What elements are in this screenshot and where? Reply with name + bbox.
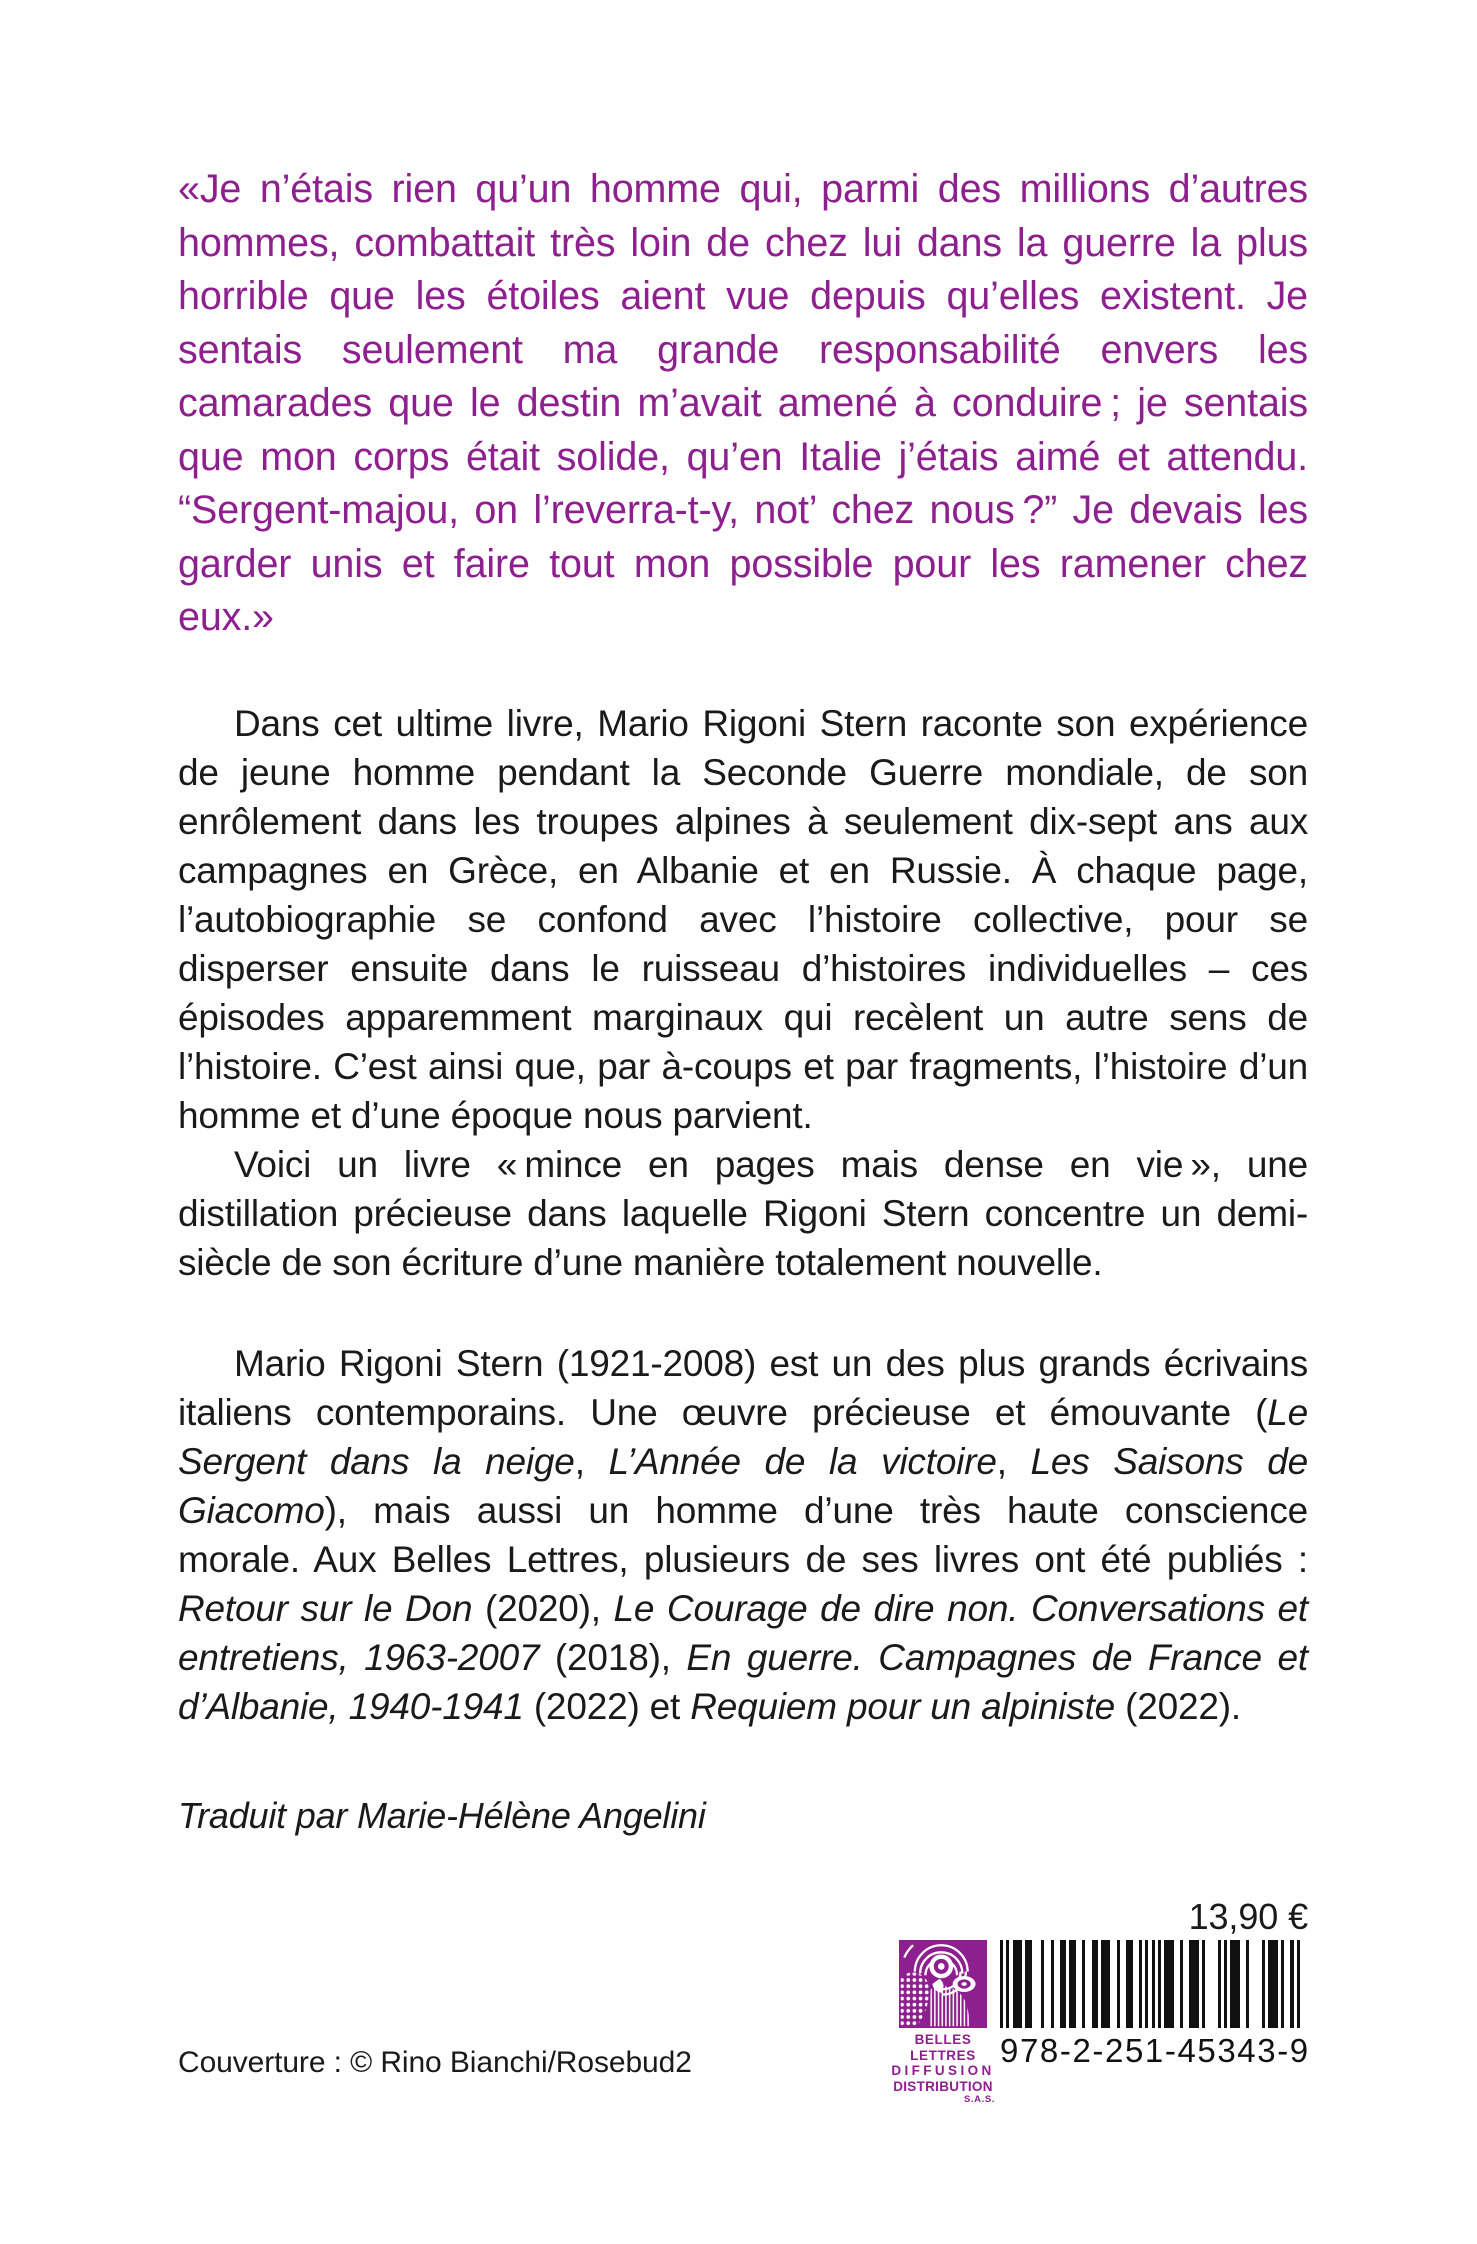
bio-separator-1: , (574, 1440, 609, 1482)
text-column (178, 0, 1308, 1939)
publisher-logo (889, 1940, 997, 2106)
bio-separator-2: , (996, 1440, 1031, 1482)
author-bio (178, 1287, 1308, 1731)
blurb-paragraph-2-text: Voici un livre « mince en pages mais dense en vie », une distillation précieuse dans laquelle Rigoni Stern concentre un demi-siècle de son écriture d’une manière totalement nouvelle. (178, 1143, 1308, 1283)
book-year-5: (2018), (539, 1636, 687, 1678)
bio-text-part-2: ), mais aussi un homme d’une très haute conscience morale. Aux Belles Lettres, plusieurs de ses livres ont été publiés : (178, 1489, 1308, 1580)
publisher-line-2: DIFFUSION (891, 2063, 995, 2078)
barcode-bars (1000, 1940, 1300, 2028)
owl-logo-icon (899, 1940, 987, 2028)
book-title-retour-sur-le-don: Retour sur le Don (178, 1587, 473, 1629)
bio-text-part-1: Mario Rigoni Stern (1921-2008) est un des plus grands écrivains italiens contemporains. Une œuvre précieuse et émouvante ( (178, 1342, 1308, 1433)
book-title-le-sergent-dans-la-neige: Le Sergent dans la neige (178, 1391, 1308, 1482)
isbn-barcode (1000, 1940, 1310, 2069)
blurb-paragraph-1 (178, 645, 1308, 1140)
pull-quote: «Je n’étais rien qu’un homme qui, parmi des millions d’autres hommes, combattait très loin de chez lui dans la guerre la plus horrible que les étoiles aient vue depuis qu’elles existent. Je sentais seulement ma grande responsabilité envers les camarades que le destin m’avait amené à conduire ; je sentais que mon corps était solide, qu’en Italie j’étais aimé et attendu. “Sergent-majou, on l’reverra-t-y, not’ chez nous ?” Je devais les garder unis et faire tout mon possible pour les ramener chez eux.» (178, 167, 1308, 639)
book-title-le-courage-de-dire-non: Le Courage de dire non. Conversations et entretiens, 1963-2007 (178, 1587, 1308, 1678)
book-title-en-guerre: En guerre. Campagnes de France et d’Albanie, 1940-1941 (178, 1636, 1309, 1727)
blurb-paragraph-1-text: Dans cet ultime livre, Mario Rigoni Stern raconte son expérience de jeune homme pendant la Seconde Guerre mondiale, de son enrôlement dans les troupes alpines à seulement dix-sept ans aux campagnes en Grèce, en Albanie et en Russie. À chaque page, l’autobiographie se confond avec l’histoire collective, pour se disperser ensuite dans le ruisseau d’histoires individuelles – ces épisodes apparemment marginaux qui recèlent un autre sens de l’histoire. C’est ainsi que, par à-coups et par fragments, l’histoire d’un homme et d’une époque nous parvient. (178, 702, 1308, 1136)
publisher-logo-text (889, 2032, 997, 2106)
book-title-lannee-de-la-victoire: L’Année de la victoire (608, 1440, 997, 1482)
cover-photo-credit: Couverture : © Rino Bianchi/Rosebud2 (178, 2046, 692, 2079)
publisher-line-3: DISTRIBUTION (893, 2078, 993, 2094)
blurb-paragraph-2 (178, 1140, 1308, 1287)
book-title-les-saisons-de-giacomo: Les Saisons de Giacomo (178, 1440, 1308, 1531)
book-year-4: (2020), (472, 1587, 614, 1629)
publisher-line-1: BELLES LETTRES (910, 2032, 976, 2063)
translator-credit: Traduit par Marie-Hélène Angelini (178, 1794, 706, 1836)
book-title-requiem-pour-un-alpiniste: Requiem pour un alpiniste (690, 1685, 1116, 1727)
isbn-number: 978-2-251-45343-9 (1000, 2032, 1310, 2069)
price-label: 13,90 € (1188, 1895, 1308, 1937)
book-year-7: (2022). (1115, 1685, 1241, 1727)
publisher-line-4: S.A.S. (963, 2094, 995, 2105)
book-year-6: (2022) et (523, 1685, 691, 1727)
